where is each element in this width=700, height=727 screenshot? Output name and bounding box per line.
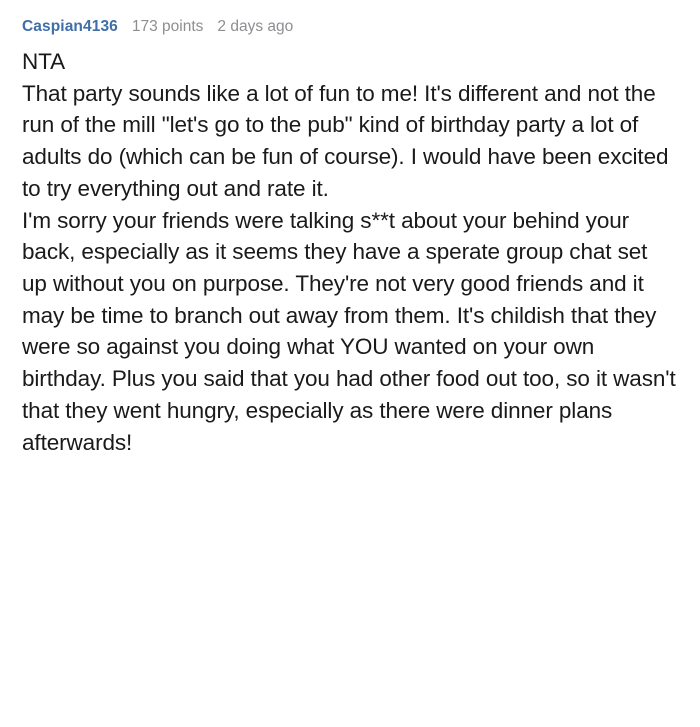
comment-paragraph: I'm sorry your friends were talking s**t about your behind your back, especially as it seems they have a sperate group chat set up without you on purpose. They're not very good friends and it may be time to branch out away from them. It's childish that they were so against you doing what YOU wanted on your own birthday. Plus you said that you had other food out too, so it wasn't that they went hungry, especially as there were dinner plans afterwards! — [22, 207, 676, 455]
comment-paragraph: NTA — [22, 49, 66, 74]
comment-points: 173 points — [131, 18, 204, 35]
comment-body — [22, 46, 678, 458]
comment-header — [22, 18, 678, 36]
comment-timestamp: 2 days ago — [217, 18, 294, 35]
comment-paragraph: That party sounds like a lot of fun to me! It's different and not the run of the mill "let's go to the pub" kind of birthday party a lot of adults do (which can be fun of course). I would have been excited to try everything out and rate it. — [22, 80, 669, 201]
comment-author[interactable]: Caspian4136 — [22, 18, 118, 35]
